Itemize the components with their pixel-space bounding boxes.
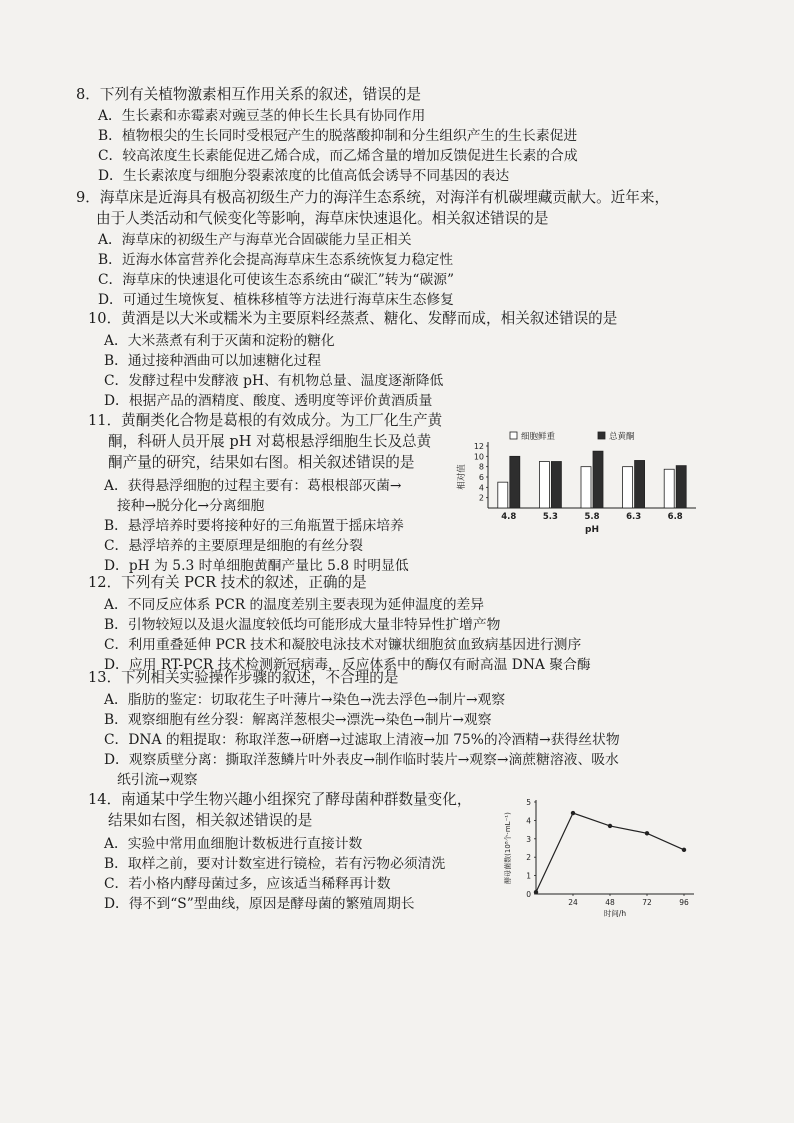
legend-label-1: 总黄酮 (609, 432, 635, 442)
yeast-count-point-24 (571, 811, 575, 815)
bar-x-tick-label: 5.3 (542, 512, 558, 522)
bar-x-tick-label: 5.8 (584, 512, 600, 522)
q10-option-c: C．发酵过程中发酵液 pH、有机物总量、温度逐渐降低 (104, 373, 444, 389)
bar-chart-legend (510, 431, 635, 442)
bar-flavonoid-6.8 (676, 466, 686, 508)
q12-option-d: D．应用 RT-PCR 技术检测新冠病毒，反应体系中的酶仅有耐高温 DNA 聚合酶 (104, 657, 591, 673)
bar-fresh-weight-6.3 (623, 467, 633, 508)
q13-option-a: A．脂肪的鉴定：切取花生子叶薄片→染色→洗去浮色→制片→观察 (104, 692, 506, 708)
q14-option-a: A．实验中常用血细胞计数板进行直接计数 (104, 836, 363, 852)
yeast-line-chart (496, 794, 706, 922)
q14-stem-line2: 结果如右图，相关叙述错误的是 (108, 812, 313, 829)
bar-chart-marks (498, 451, 686, 508)
bar-y-tick-label: 10 (473, 452, 484, 462)
q9-stem (76, 187, 669, 229)
q8-options (98, 106, 578, 186)
bar-x-tick-label: 6.8 (667, 512, 683, 522)
bar-fresh-weight-4.8 (498, 482, 508, 508)
yeast-count-point-96 (682, 848, 686, 852)
bar-flavonoid-6.3 (635, 460, 645, 508)
line-y-tick-label: 1 (526, 871, 531, 881)
q14-option-c: C．若小格内酵母菌过多，应该适当稀释再计数 (104, 876, 391, 892)
q11-option-b: B．悬浮培养时要将接种好的三角瓶置于摇床培养 (104, 518, 404, 534)
bar-y-tick-label: 8 (478, 462, 484, 472)
q11-stem-line1: 11．黄酮类化合物是葛根的有效成分。为工厂化生产黄 (88, 412, 443, 429)
legend-label-0: 细胞鲜重 (521, 432, 556, 442)
q12-option-b: B．引物较短以及退火温度较低均可能形成大量非特异性扩增产物 (104, 617, 501, 633)
q9-option-b: B．近海水体富营养化会提高海草床生态系统恢复力稳定性 (98, 252, 454, 268)
bar-chart-axes (456, 442, 696, 535)
line-y-tick-label: 3 (526, 834, 531, 844)
legend-swatch-0 (510, 432, 517, 439)
line-y-tick-label: 2 (526, 853, 531, 863)
q8-option-d: D．生长素浓度与细胞分裂素浓度的比值高低会诱导不同基因的表达 (98, 168, 510, 184)
q11-option-c: C．悬浮培养的主要原理是细胞的有丝分裂 (104, 538, 363, 554)
bar-x-axis-label: pH (585, 525, 599, 535)
yeast-count-point-72 (645, 831, 649, 835)
q11-stem-line2: 酮，科研人员开展 pH 对葛根悬浮细胞生长及总黄 (108, 433, 432, 450)
q11-stem (88, 410, 442, 473)
q13-option-b: B．观察细胞有丝分裂：解离洋葱根尖→漂洗→染色→制片→观察 (104, 712, 492, 728)
q9-options (98, 230, 454, 310)
bar-y-tick-label: 12 (473, 442, 484, 451)
line-x-tick-label: 24 (568, 898, 578, 907)
q13-option-c: C．DNA 的粗提取：称取洋葱→研磨→过滤取上清液→加 75%的冷酒精→获得丝状物 (104, 732, 620, 748)
line-y-tick-label: 5 (526, 798, 531, 807)
q12-option-c: C．利用重叠延伸 PCR 技术和凝胶电泳技术对镰状细胞贫血致病基因进行测序 (104, 637, 582, 653)
q14-option-d: D．得不到“S”型曲线，原因是酵母菌的繁殖周期长 (104, 896, 415, 912)
q11-option-d: D．pH 为 5.3 时单细胞黄酮产量比 5.8 时明显低 (104, 558, 409, 574)
line-y-axis-label: 酵母菌数(10⁸个·mL⁻¹) (504, 812, 512, 884)
legend-swatch-1 (598, 432, 605, 439)
bar-flavonoid-4.8 (510, 456, 520, 508)
bar-y-axis-label: 相对值 (457, 464, 467, 490)
ph-bar-chart (448, 426, 698, 536)
bar-fresh-weight-6.8 (664, 469, 674, 508)
line-x-tick-label: 96 (679, 898, 689, 907)
q9-option-d: D．可通过生境恢复、植株移植等方法进行海草床生态修复 (98, 292, 454, 308)
q8-option-c: C．较高浓度生长素能促进乙烯合成，而乙烯含量的增加反馈促进生长素的合成 (98, 148, 578, 164)
q10-option-d: D．根据产品的酒精度、酸度、透明度等评价黄酒质量 (104, 393, 433, 409)
q11-options (104, 476, 409, 576)
line-chart-marks (534, 811, 686, 895)
q11-option-a-line1: A．获得悬浮细胞的过程主要有：葛根根部灭菌→ (104, 478, 402, 494)
bar-fresh-weight-5.3 (539, 462, 549, 509)
line-chart-axes (503, 798, 694, 918)
q14-stem (88, 789, 471, 831)
q11-stem-line3: 酮产量的研究，结果如右图。相关叙述错误的是 (108, 454, 415, 471)
bar-y-tick-label: 6 (478, 473, 484, 482)
line-x-tick-label: 72 (642, 898, 652, 907)
q8-option-b: B．植物根尖的生长同时受根冠产生的脱落酸抑制和分生组织产生的生长素促进 (98, 128, 578, 144)
q10-stem: 10．黄酒是以大米或糯米为主要原料经蒸煮、糖化、发酵而成，相关叙述错误的是 (88, 310, 618, 327)
q9-option-c: C．海草床的快速退化可使该生态系统由“碳汇”转为“碳源” (98, 272, 455, 288)
bar-y-tick-label: 4 (478, 483, 484, 493)
q9-stem-line1: 9．海草床是近海具有极高初级生产力的海洋生态系统，对海洋有机碳埋藏贡献大。近年来， (76, 189, 670, 206)
line-x-axis-label: 时间/h (603, 909, 627, 918)
q12-stem: 12．下列有关 PCR 技术的叙述，正确的是 (88, 574, 367, 591)
q11-option-a-line2: 接种→脱分化→分离细胞 (117, 498, 265, 514)
q8-option-a: A．生长素和赤霉素对豌豆茎的伸长生长具有协同作用 (98, 108, 426, 124)
q13-stem: 13．下列相关实验操作步骤的叙述，不合理的是 (88, 669, 399, 686)
q10-options (104, 331, 443, 411)
bar-y-tick-label: 2 (478, 493, 484, 503)
q10-option-b: B．通过接种酒曲可以加速糖化过程 (104, 353, 322, 369)
line-y-tick-label: 4 (526, 816, 531, 826)
line-y-tick-label: 0 (526, 890, 531, 899)
q9-stem-line2: 由于人类活动和气候变化等影响，海草床快速退化。相关叙述错误的是 (96, 210, 549, 227)
q13-options (104, 690, 620, 790)
q14-option-b: B．取样之前，要对计数室进行镜检，若有污物必须清洗 (104, 856, 446, 872)
yeast-count-point-0 (534, 890, 538, 894)
q14-options (104, 834, 445, 914)
q14-stem-line1: 14．南通某中学生物兴趣小组探究了酵母菌种群数量变化， (88, 791, 472, 808)
bar-flavonoid-5.8 (593, 451, 603, 508)
q8-stem: 8．下列有关植物激素相互作用关系的叙述，错误的是 (76, 86, 421, 103)
line-x-tick-label: 48 (605, 898, 615, 907)
q9-option-a: A．海草床的初级生产与海草光合固碳能力呈正相关 (98, 232, 412, 248)
q12-option-a: A．不同反应体系 PCR 的温度差别主要表现为延伸温度的差异 (104, 597, 485, 613)
bar-fresh-weight-5.8 (581, 467, 591, 508)
bar-x-tick-label: 6.3 (626, 512, 642, 522)
q12-options (104, 595, 591, 675)
q13-option-d-cont: 纸引流→观察 (117, 772, 198, 788)
bar-x-tick-label: 4.8 (501, 512, 517, 522)
yeast-count-point-48 (608, 824, 612, 828)
q13-option-d: D．观察质壁分离：撕取洋葱鳞片叶外表皮→制作临时装片→观察→滴蔗糖溶液、吸水 (104, 752, 619, 768)
bar-flavonoid-5.3 (551, 462, 561, 509)
q10-option-a: A．大米蒸煮有利于灭菌和淀粉的糖化 (104, 333, 335, 349)
